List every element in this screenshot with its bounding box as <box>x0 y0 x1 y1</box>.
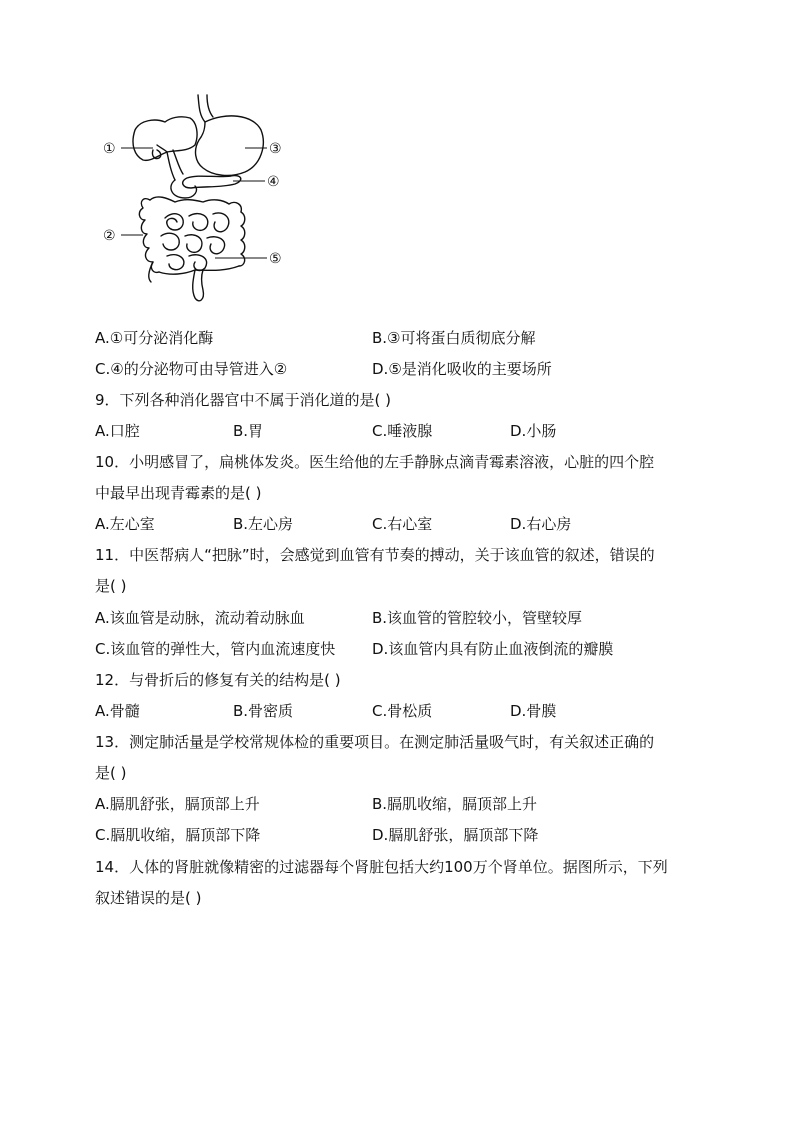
q14-stem-line2: 叙述错误的是( ) <box>95 889 202 907</box>
q11-stem-line2: 是( ) <box>95 577 127 595</box>
q9-option-a: A.口腔 <box>95 422 140 440</box>
q11-option-a: A.该血管是动脉，流动着动脉血 <box>95 609 305 627</box>
digestive-system-figure <box>95 90 295 310</box>
q13-stem-line2: 是( ) <box>95 764 127 782</box>
q9-option-b: B.胃 <box>233 422 264 440</box>
q12-option-d: D.骨膜 <box>510 702 557 720</box>
label-4: ④ <box>267 174 280 190</box>
q8-option-b: B.③可将蛋白质彻底分解 <box>372 329 536 347</box>
q10-option-b: B.左心房 <box>233 515 294 533</box>
q10-stem-line2: 中最早出现青霉素的是( ) <box>95 484 262 502</box>
q13-option-c: C.膈肌收缩，膈顶部下降 <box>95 826 261 844</box>
q9-option-c: C.唾液腺 <box>372 422 433 440</box>
label-5: ⑤ <box>269 251 282 267</box>
label-3: ③ <box>269 141 282 157</box>
q13-stem-line1: 13．测定肺活量是学校常规体检的重要项目。在测定肺活量吸气时，有关叙述正确的 <box>95 733 655 751</box>
label-2: ② <box>103 228 116 244</box>
q9-stem: 9．下列各种消化器官中不属于消化道的是( ) <box>95 391 392 409</box>
q13-option-a: A.膈肌舒张，膈顶部上升 <box>95 795 260 813</box>
q11-option-b: B.该血管的管腔较小，管壁较厚 <box>372 609 583 627</box>
q8-option-a: A.①可分泌消化酶 <box>95 329 214 347</box>
q12-option-a: A.骨髓 <box>95 702 140 720</box>
q10-option-d: D.右心房 <box>510 515 572 533</box>
q11-option-d: D.该血管内具有防止血液倒流的瓣膜 <box>372 640 614 658</box>
q9-option-d: D.小肠 <box>510 422 557 440</box>
label-1: ① <box>103 141 116 157</box>
q11-option-c: C.该血管的弹性大，管内血流速度快 <box>95 640 336 658</box>
q10-option-a: A.左心室 <box>95 515 155 533</box>
q12-stem: 12．与骨折后的修复有关的结构是( ) <box>95 671 341 689</box>
q8-option-c: C.④的分泌物可由导管进入② <box>95 360 288 378</box>
q13-option-d: D.膈肌舒张，膈顶部下降 <box>372 826 539 844</box>
q12-option-c: C.骨松质 <box>372 702 433 720</box>
q8-option-d: D.⑤是消化吸收的主要场所 <box>372 360 552 378</box>
q13-option-b: B.膈肌收缩，膈顶部上升 <box>372 795 538 813</box>
q10-option-c: C.右心室 <box>372 515 433 533</box>
q14-stem-line1: 14．人体的肾脏就像精密的过滤器每个肾脏包括大约100万个肾单位。据图所示，下列 <box>95 858 668 876</box>
q10-stem-line1: 10．小明感冒了，扁桃体发炎。医生给他的左手静脉点滴青霉素溶液，心脏的四个腔 <box>95 453 655 471</box>
q11-stem-line1: 11．中医帮病人“把脉”时，会感觉到血管有节奏的搏动，关于该血管的叙述，错误的 <box>95 546 655 564</box>
q12-option-b: B.骨密质 <box>233 702 294 720</box>
